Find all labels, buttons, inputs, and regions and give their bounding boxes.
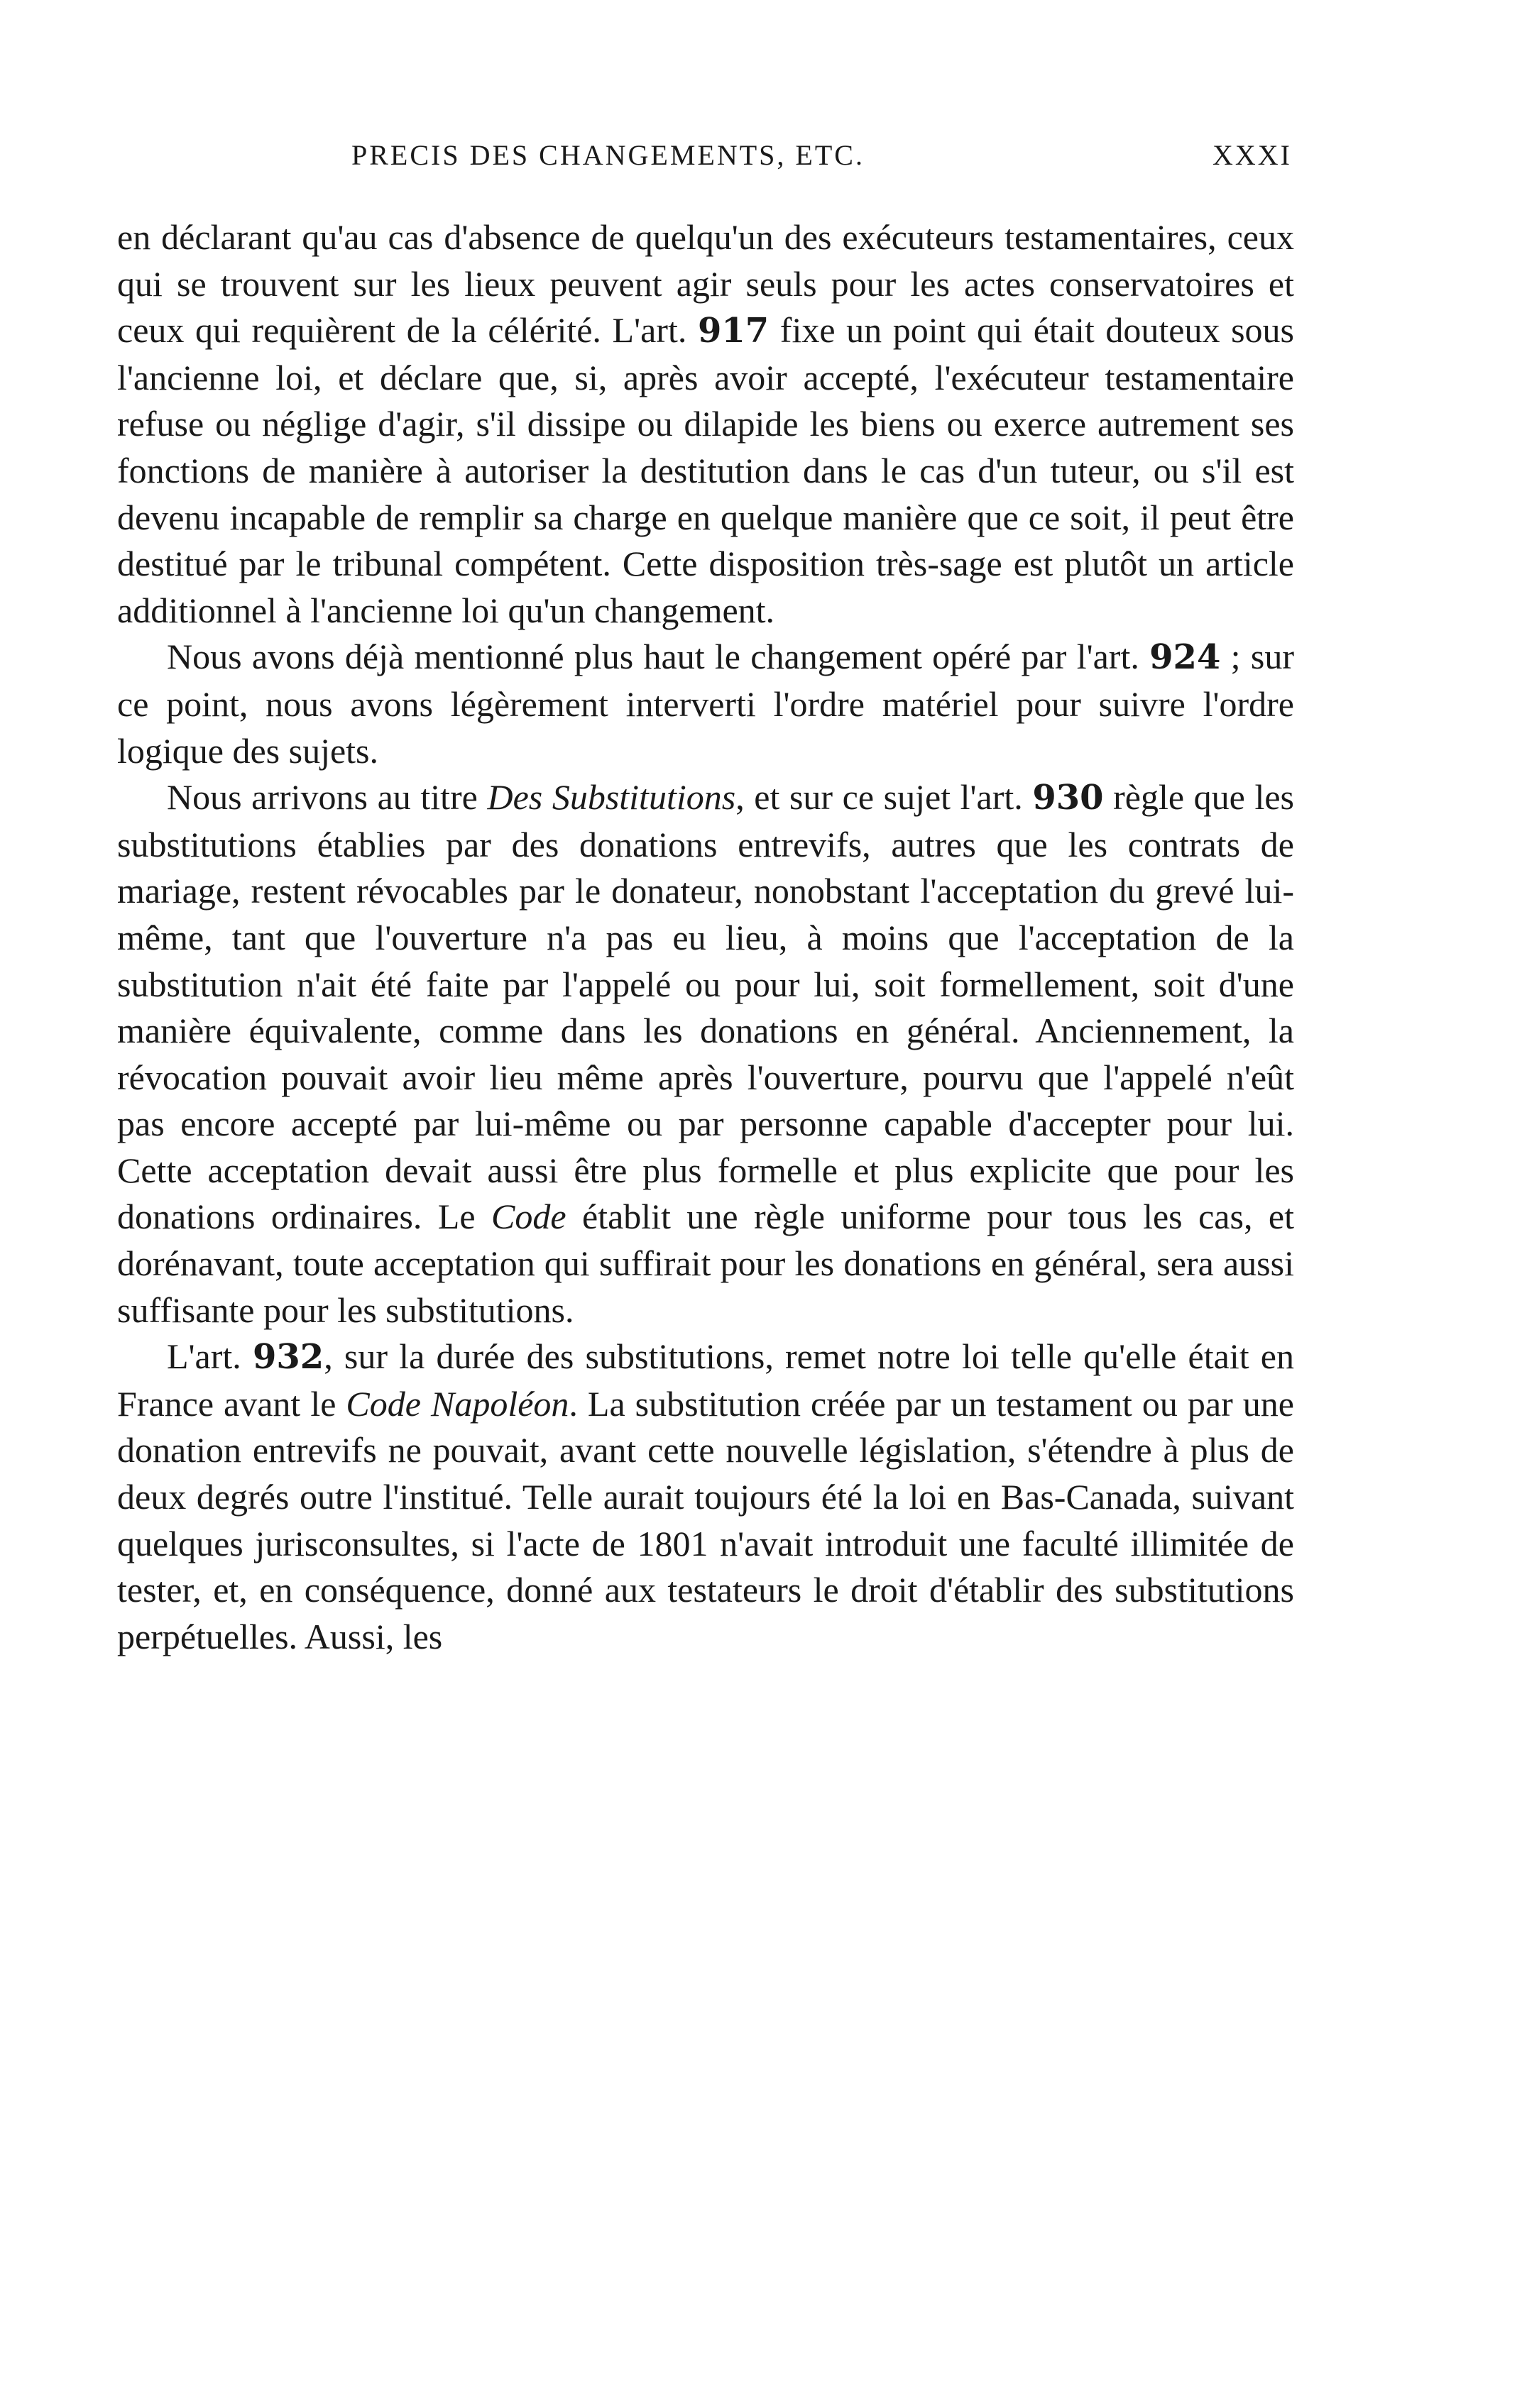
text-run: . La substitution créée par un testament ou par une donation entrevifs ne pouvait, avant cette nouvelle législation, s'étendre à plus de deux degrés outre l'institué. Telle aurait toujours été la loi en Bas-Canada, suivant quelques jurisconsultes, si l'acte de 1801 n'avait introduit une faculté illimitée de tester, et, en conséquence, donné aux testateurs le droit d'établir des substitutions perpétuelles. Aussi, les bbox=[117, 1383, 1294, 1656]
paragraph bbox=[117, 634, 1294, 774]
page-header bbox=[124, 138, 1292, 181]
italic-text: Code Napoléon bbox=[346, 1383, 569, 1424]
paragraph bbox=[117, 774, 1294, 1334]
article-number: 932 bbox=[252, 1337, 324, 1378]
text-run: fixe un point qui était douteux sous l'ancienne loi, et déclare que, si, après avoir accepté, l'exécuteur testamentaire refuse ou néglige d'agir, s'il dissipe ou dilapide les biens ou exerce autrement ses fonctions de manière à autoriser la destitution dans le cas d'un tuteur, ou s'il est devenu incapable de remplir sa charge en quelque manière que ce soit, il peut être destitué par le tribunal compétent. Cette disposition très-sage est plutôt un article additionnel à l'ancienne loi qu'un changement. bbox=[117, 310, 1295, 630]
running-title: PRECIS DES CHANGEMENTS, ETC. bbox=[351, 139, 865, 171]
italic-text: Code bbox=[491, 1197, 566, 1237]
text-run: Nous avons déjà mentionné plus haut le changement opéré par l'art. bbox=[167, 637, 1150, 677]
text-run: , sur la durée des substitutions, remet notre loi telle qu'elle était en France avant le bbox=[117, 1336, 1294, 1424]
page-number: XXXI bbox=[1212, 139, 1292, 171]
text-run: en déclarant qu'au cas d'absence de quelqu'un des exécuteurs testamentaires, ceux qui se trouvent sur les lieux peuvent agir seuls pour les actes conservatoires et ceux qui requièrent de la célérité. L'art. bbox=[117, 217, 1294, 351]
text-run: L'art. bbox=[167, 1336, 253, 1377]
text-run: règle que les substitutions établies par des donations entrevifs, autres que les contrats de mariage, restent révocables par le donateur, nonobstant l'acceptation du grevé lui-même, tant que l'ouverture n'a pas eu lieu, à moins que l'acceptation de la substitution n'ait été faite par l'appelé ou pour lui, soit formellement, soit d'une manière équivalente, comme dans les donations en général. Anciennement, la révocation pouvait avoir lieu même après l'ouverture, pourvu que l'appelé n'eût pas encore accepté par lui-même ou par personne capable d'accepter pour lui. Cette acceptation devait aussi être plus formelle et plus explicite que pour les donations ordinaires. Le bbox=[117, 777, 1294, 1237]
italic-text: Des Substitutions bbox=[487, 777, 736, 818]
paragraph bbox=[117, 214, 1294, 634]
text-run: établit une règle uniforme pour tous les cas, et dorénavant, toute acceptation qui suffirait pour les donations en général, sera aussi suffisante pour les substitutions. bbox=[117, 1197, 1294, 1330]
paragraph bbox=[117, 1334, 1294, 1660]
text-run: Nous arrivons au titre bbox=[167, 777, 488, 818]
article-number: 930 bbox=[1032, 778, 1104, 818]
article-number: 924 bbox=[1149, 637, 1221, 678]
text-run: , et sur ce sujet l'art. bbox=[735, 777, 1033, 818]
article-number: 917 bbox=[697, 311, 770, 351]
body-text bbox=[117, 214, 1294, 1660]
text-run: ; sur ce point, nous avons légèrement interverti l'ordre matériel pour suivre l'ordre logique des sujets. bbox=[117, 637, 1294, 771]
